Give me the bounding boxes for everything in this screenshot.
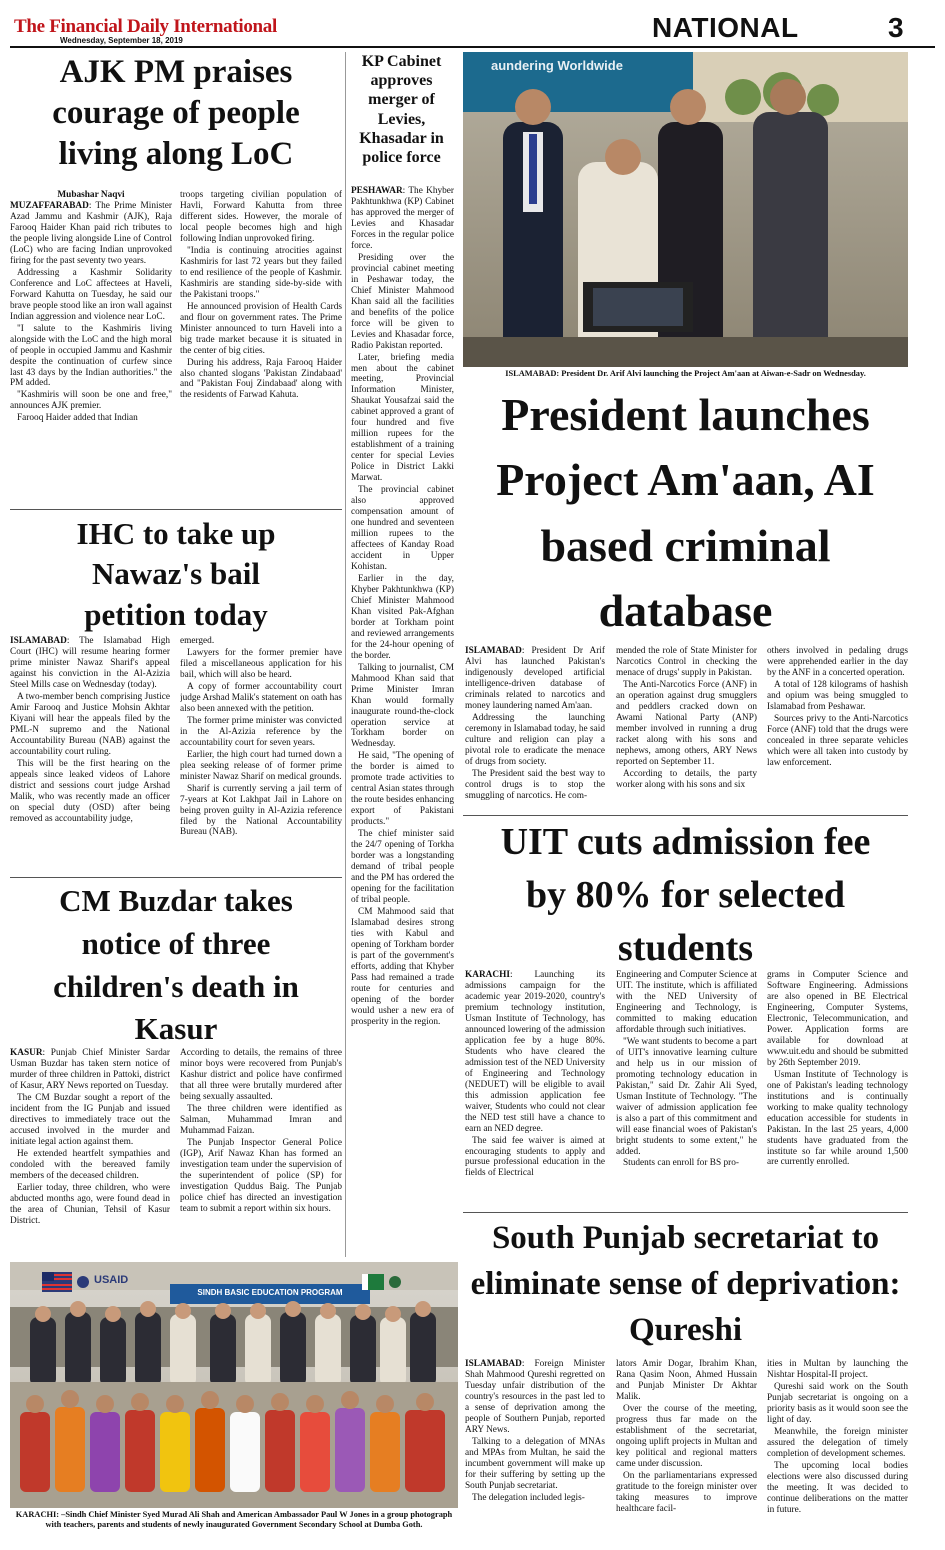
south-punjab-paragraph: Over the course of the meeting, progress thus far made on the establishment of the secretariat, ongoing uplift projects in Multan and key political and regional matters came under discussion. [616, 1403, 757, 1469]
headline-south-punjab: South Punjab secretariat to eliminate sense of deprivation: Qureshi [470, 1220, 901, 1349]
ihc-paragraph: This will be the first hearing on the appeals since leaked videos of Lahore district and sessions court judge Arshad Malik, who was recently made an officer on special duty (OSD) after being removed as accountability judge, [10, 758, 170, 824]
ajk-paragraph: Farooq Haider added that Indian [17, 413, 138, 424]
ajk-paragraph: troops targeting civilian population of Havli, Forward Kahutta from three different sides. However, the morale of local people becomes high and high following Indian unprovoked firing. [180, 190, 342, 244]
ihc-paragraph: emerged. [180, 636, 215, 646]
headline-ihc: IHC to take up Nawaz's bail petition today [76, 516, 276, 632]
south-punjab-column-3 [767, 1359, 908, 1543]
south-punjab-paragraph: Talking to a delegation of MNAs and MPAs from Multan, he said the incumbent government will make up for their suffering by setting up the South Punjab secretariat. [465, 1436, 605, 1491]
dateline-ajk: MUZAFFARABAD [10, 200, 89, 211]
dateline-uit: KARACHI [465, 970, 510, 980]
usaid-banner: SINDH BASIC EDUCATION PROGRAM [197, 1288, 343, 1297]
dateline-south-punjab: ISLAMABAD [465, 1359, 522, 1369]
headline-cm-buzdar: CM Buzdar takes notice of three children's death in Kasur [53, 883, 299, 1047]
president-photo-banner: aundering Worldwide [491, 58, 623, 73]
south-punjab-column-2 [616, 1359, 757, 1543]
ihc-column-2 [180, 636, 342, 874]
south-punjab-paragraph: The upcoming local bodies elections were also discussed during the meeting. It was decided to continue deliberations on the matter in future. [767, 1460, 908, 1515]
headline-president: President launches Project Am'aan, AI based criminal database [496, 389, 875, 636]
section-name: NATIONAL [652, 12, 799, 43]
usaid-photo-caption: KARACHI: –Sindh Chief Minister Syed Murad Ali Shah and American Ambassador Paul W Jones in a group photograph with teachers, parents and students of newly inaugurated Government Secondary School at Dumba Goth. [15, 1510, 453, 1530]
ajk-paragraph: "I salute to the Kashmiris living alongside with the LoC and the high moral of people in occupied Jammu and Kashmir despite the continuation of curfew since last 43 days by the Indian authorities." the PM added. [10, 323, 172, 389]
cm-buzdar-paragraph: The three children were identified as Salman, Muhammad Imran and Muhammad Faizan. [180, 1103, 342, 1136]
president-photo [463, 52, 908, 367]
ajk-column-2 [180, 190, 342, 504]
ihc-column-1 [10, 636, 170, 874]
president-paragraph: The Anti-Narcotics Force (ANF) in an operation against drug smugglers and peddlers cracked down on Awami National Party (ANP) member involved in running a drug racket along with his sons and nephews, among others, ARY News reported on September 11. [616, 679, 757, 767]
south-punjab-paragraph: ities in Multan by launching the Nishtar Hospital-II project. [767, 1359, 908, 1380]
president-paragraph: The President said the best way to control drugs is to stop the smuggling of narcotics. He com- [465, 768, 605, 801]
uit-column-3 [767, 970, 908, 1208]
article-south-punjab [463, 1213, 908, 1545]
ajk-paragraph: During his address, Raja Farooq Haider also chanted slogans 'Pakistan Zindabaad' and "Pakistan Fouj Zindabaad' along with the residents of Farwad Kahuta. [180, 357, 342, 401]
kp-paragraph: CM Mahmood said that Islamabad desires strong ties with Kabul and opening of Torkham border is part of the government's efforts, adding that Khyber Pass had remained a trade route for centuries and opening of the border would usher a new era of prosperity in the region. [351, 906, 454, 1027]
byline-ajk: Mubashar Naqvi [57, 190, 125, 200]
newspaper-name: The Financial Daily International [14, 16, 277, 37]
kp-paragraph: Earlier in the day, Khyber Pakhtunkhwa (KP) Chief Minister Mahmood Khan visited Pak-Afghan border at Torkham point and reviewed arrangements for the 24-hour opening of the border. [351, 573, 454, 661]
president-column-2 [616, 646, 757, 812]
uit-paragraph: Students can enroll for BS pro- [623, 1158, 739, 1169]
ajk-paragraph: "Kashmiris will soon be one and free," announces AJK premier. [10, 390, 172, 412]
dateline-cm-buzdar: KASUR [10, 1048, 43, 1058]
article-kp [349, 50, 454, 1258]
kp-paragraph: : The Khyber Pakhtunkhwa (KP) Cabinet has approved the merger of Levies and Khasadar Forces in the regular police force. [351, 186, 454, 251]
south-punjab-paragraph: Meanwhile, the foreign minister assured the delegation of timely completion of development schemes. [767, 1426, 908, 1459]
south-punjab-paragraph: lators Amir Dogar, Ibrahim Khan, Rana Qasim Noon, Ahmed Hussain and Punjab Minister Dr Akhtar Malik. [616, 1359, 757, 1402]
cm-buzdar-paragraph: The Punjab Inspector General Police (IGP), Arif Nawaz Khan has formed an investigation team under the supervision of the superintendent of police (SP) for investigation Quddus Baig. The Punjab police chief has directed an investigation team to submit a report within six hours. [180, 1137, 342, 1214]
ajk-paragraph: "India is continuing atrocities against Kashmiris for last 72 years but they failed to end resilience of the people of Kashmir. Kashmiris are standing side-by-side with the Pakistani troops." [180, 245, 342, 300]
president-paragraph: Addressing the launching ceremony in Islamabad today, he said culture and religion can play a pivotal role to eradicate the menace of drugs from society. [465, 712, 605, 767]
kp-paragraph: The provincial cabinet also approved compensation amount of one hundred and seventeen million rupees to the affectees of Kanday Road accident in Upper Kohistan. [351, 485, 454, 572]
ihc-paragraph: : The Islamabad High Court (IHC) will resume hearing former prime minister Nawaz Sharif's appeal against his conviction in the Al-Azizia Steel Mills case on Wednesday (today). [10, 636, 170, 690]
article-president [463, 382, 908, 814]
south-punjab-column-1 [465, 1359, 605, 1543]
cm-buzdar-paragraph: Earlier today, three children, who were abducted months ago, were found dead in the area of Chunian, Tehsil of Kasur District. [10, 1182, 170, 1226]
cm-buzdar-paragraph: The CM Buzdar sought a report of the incident from the IG Punjab and issued directives to immediately trace out the accused involved in the murder and initiate legal action against them. [10, 1092, 170, 1147]
president-paragraph: A total of 128 kilograms of hashish and opium was being smuggled to Islamabad from Peshawar. [767, 679, 908, 712]
uit-paragraph: Usman Institute of Technology is one of Pakistan's leading technology institutions and is continually working to make quality technology education accessible for students in Pakistan. In the last 25 years, 4,000 students have graduated from the institute so far while around 1,500 are currently enrolled. [767, 1069, 908, 1168]
masthead-rule [10, 46, 935, 48]
ihc-paragraph: A copy of former accountability court judge Arshad Malik's statement on oath has also been annexed with the petition. [180, 681, 342, 714]
ajk-column-1 [10, 190, 172, 504]
masthead [10, 14, 935, 46]
headline-uit: UIT cuts admission fee by 80% for selected students [500, 821, 871, 970]
kp-paragraph: Presiding over the provincial cabinet meeting in Peshawar today, the Chief Minister Mahmood Khan said all the facilities and benefits of the police force will be given to Levies and Khasadar force, Radio Pakistan reported. [351, 252, 454, 351]
ihc-paragraph: A two-member bench comprising Justice Amir Farooq and Justice Mohsin Akhtar Kiyani will hear the appeals filed by the PML-N supremo and the National Accountability Bureau (NAB) against the accountability court ruling. [10, 691, 170, 757]
usaid-group-photo [10, 1262, 458, 1508]
kp-paragraph: He said, "The opening of the border is aimed to promote trade activities to central Asian states through the route besides enhancing export of Pakistani products." [351, 751, 454, 828]
article-ajk [10, 50, 342, 508]
issue-date: Wednesday, September 18, 2019 [60, 36, 183, 45]
south-punjab-paragraph: Qureshi said work on the South Punjab secretariat is ongoing on a priority basis as it would soon see the light of day. [767, 1381, 908, 1425]
president-paragraph: : President Dr Arif Alvi has launched Pakistan's indigenously developed artificial intelligence-driven database of criminals related to narcotics and money laundering named Am'aan. [465, 646, 605, 711]
kp-column [351, 186, 454, 1254]
headline-kp: KP Cabinet approves merger of Levies, Khasadar in police force [359, 53, 444, 166]
south-punjab-paragraph: The delegation included legis- [472, 1492, 585, 1503]
usaid-logo: USAID [94, 1274, 129, 1286]
headline-ajk: AJK PM praises courage of people living along LoC [52, 54, 300, 172]
uit-paragraph: "We want students to become a part of UIT's innovative learning culture and help us in our mission of promoting technology education in Pakistan," said Dr. Zahir Ali Syed, Usman Institute of Technology. "The waiver of admission application fee is also a part of this commitment and will ease financial woes of Pakistan's bright students to some extent," he added. [616, 1036, 757, 1157]
ihc-paragraph: Earlier, the high court had turned down a plea seeking release of of former prime minister Nawaz Sharif on medical grounds. [180, 749, 342, 782]
ihc-paragraph: Sharif is currently serving a jail term of 7-years at Kot Lakhpat Jail in Lahore on being proven guilty in Al-Azizia reference filed by the National Accountability Bureau (NAB). [180, 783, 342, 838]
usaid-photo-illustration [10, 1262, 458, 1508]
cm-buzdar-column-2 [180, 1048, 342, 1256]
south-punjab-paragraph: On the parliamentarians expressed gratitude to the foreign minister over taking measures to improve healthcare facil- [616, 1470, 757, 1514]
article-ihc [10, 510, 342, 878]
south-punjab-paragraph: : Foreign Minister Shah Mahmood Qureshi regretted on Tuesday unfair distribution of the country's resources in the past led to a sense of deprivation among the people of Southern Punjab, reported ARY News. [465, 1359, 605, 1435]
article-uit [463, 816, 908, 1211]
cm-buzdar-paragraph: : Punjab Chief Minister Sardar Usman Buzdar has taken stern notice of murder of three children in Pattoki, district of Kasur, ARY News reported on Tuesday. [10, 1048, 170, 1091]
kp-paragraph: Talking to journalist, CM Mahmood Khan said that Prime Minister Imran Khan would formally inaugurate round-the-clock operation service at Torkham border on Wednesday. [351, 662, 454, 750]
president-photo-caption: ISLAMABAD: President Dr. Arif Alvi launching the Project Am'aan at Aiwan-e-Sadr on Wednesday. [505, 369, 866, 378]
uit-paragraph: : Launching its admissions campaign for the academic year 2019-2020, country's premium technology institution, Usman Institute of Technology, has announced lowering of the admission application fee by a huge 80%. Students who have cleared the admission test of the NED University of Engineering and Technology (NEDUET) will be eligible to avail this admission application fee waiver, Students who could not clear the NED test still have a chance to earn an NED degree. [465, 970, 605, 1134]
ajk-paragraph: : The Prime Minister Azad Jammu and Kashmir (AJK), Raja Farooq Haider Khan paid rich tributes to the people living alongside Line of Control (LoC) who are facing Indian unprovoked firing for the past seventy two years. [10, 200, 172, 266]
cm-buzdar-paragraph: He extended heartfelt sympathies and condoled with the bereaved family members of the deceased children. [10, 1148, 170, 1181]
president-paragraph: Sources privy to the Anti-Narcotics Force (ANF) told that the drugs were concealed in three separate vehicles which were all taken into custody by law enforcement. [767, 713, 908, 768]
ajk-paragraph: Addressing a Kashmir Solidarity Conference and LoC affectees at Haveli, Forward Kahutta on Tuesday, he said our brave people stood like an iron wall against Indian aggression and violence near LoC. [10, 267, 172, 322]
dateline-president: ISLAMABAD [465, 646, 522, 656]
president-paragraph: mended the role of State Minister for Narcotics Control in checking the menace of drugs' supply in Pakistan. [616, 646, 757, 678]
ihc-paragraph: Lawyers for the former premier have filed a miscellaneous application for his bail, which will also be heard. [180, 647, 342, 680]
dateline-ihc: ISLAMABAD [10, 636, 67, 646]
ihc-paragraph: The former prime minister was convicted in the Al-Azizia reference by the accountability court for seven years. [180, 715, 342, 748]
page-number: 3 [888, 12, 904, 43]
column-divider [345, 52, 346, 1257]
uit-paragraph: The said fee waiver is aimed at encouraging students to apply and pursue professional education in the fields of Electrical [465, 1135, 605, 1179]
dateline-kp: PESHAWAR [351, 186, 403, 196]
ajk-paragraph: He announced provision of Health Cards and flour on government rates. The Prime Minister announced to turn Haveli into a big trade market because it is situated in the center of big cities. [180, 301, 342, 356]
president-paragraph: others involved in pedaling drugs were apprehended earlier in the day by the ANF in a concerted operation. [767, 646, 908, 678]
president-column-3 [767, 646, 908, 812]
uit-paragraph: grams in Computer Science and Software Engineering. Admissions are also opened in BE Electrical Engineering, Computer Systems, Electronic, Telecommunication, and Power. Application forms are available for download at www.uit.edu and should be submitted by 26th September 2019. [767, 970, 908, 1068]
kp-paragraph: The chief minister said the 24/7 opening of Torkha border was a longstanding demand of tribal people and the PM has ordered the opening for the facilitation of tribal people. [351, 829, 454, 905]
article-cm-buzdar [10, 878, 342, 1258]
uit-column-1 [465, 970, 605, 1208]
kp-paragraph: Later, briefing media men about the cabinet meeting, Provincial Information Minister, Shaukat Yousafzai said the cabinet approved a grant of four hundred and five million rupees for the establishment of a training center for special Levies Police in District Lakki Marwat. [351, 352, 454, 484]
uit-paragraph: Engineering and Computer Science at UIT. The institute, which is affiliated with the NED University of Engineering and Technology, is committed to making education affordable through such initiatives. [616, 970, 757, 1035]
cm-buzdar-column-1 [10, 1048, 170, 1256]
uit-column-2 [616, 970, 757, 1208]
president-column-1 [465, 646, 605, 812]
president-photo-illustration [463, 52, 908, 367]
president-paragraph: According to details, the party worker along with his sons and six [616, 768, 757, 790]
cm-buzdar-paragraph: According to details, the remains of three minor boys were recovered from Punjab's Kashur district and police have confirmed that all three were brutally murdered after being sexually assaulted. [180, 1048, 342, 1102]
